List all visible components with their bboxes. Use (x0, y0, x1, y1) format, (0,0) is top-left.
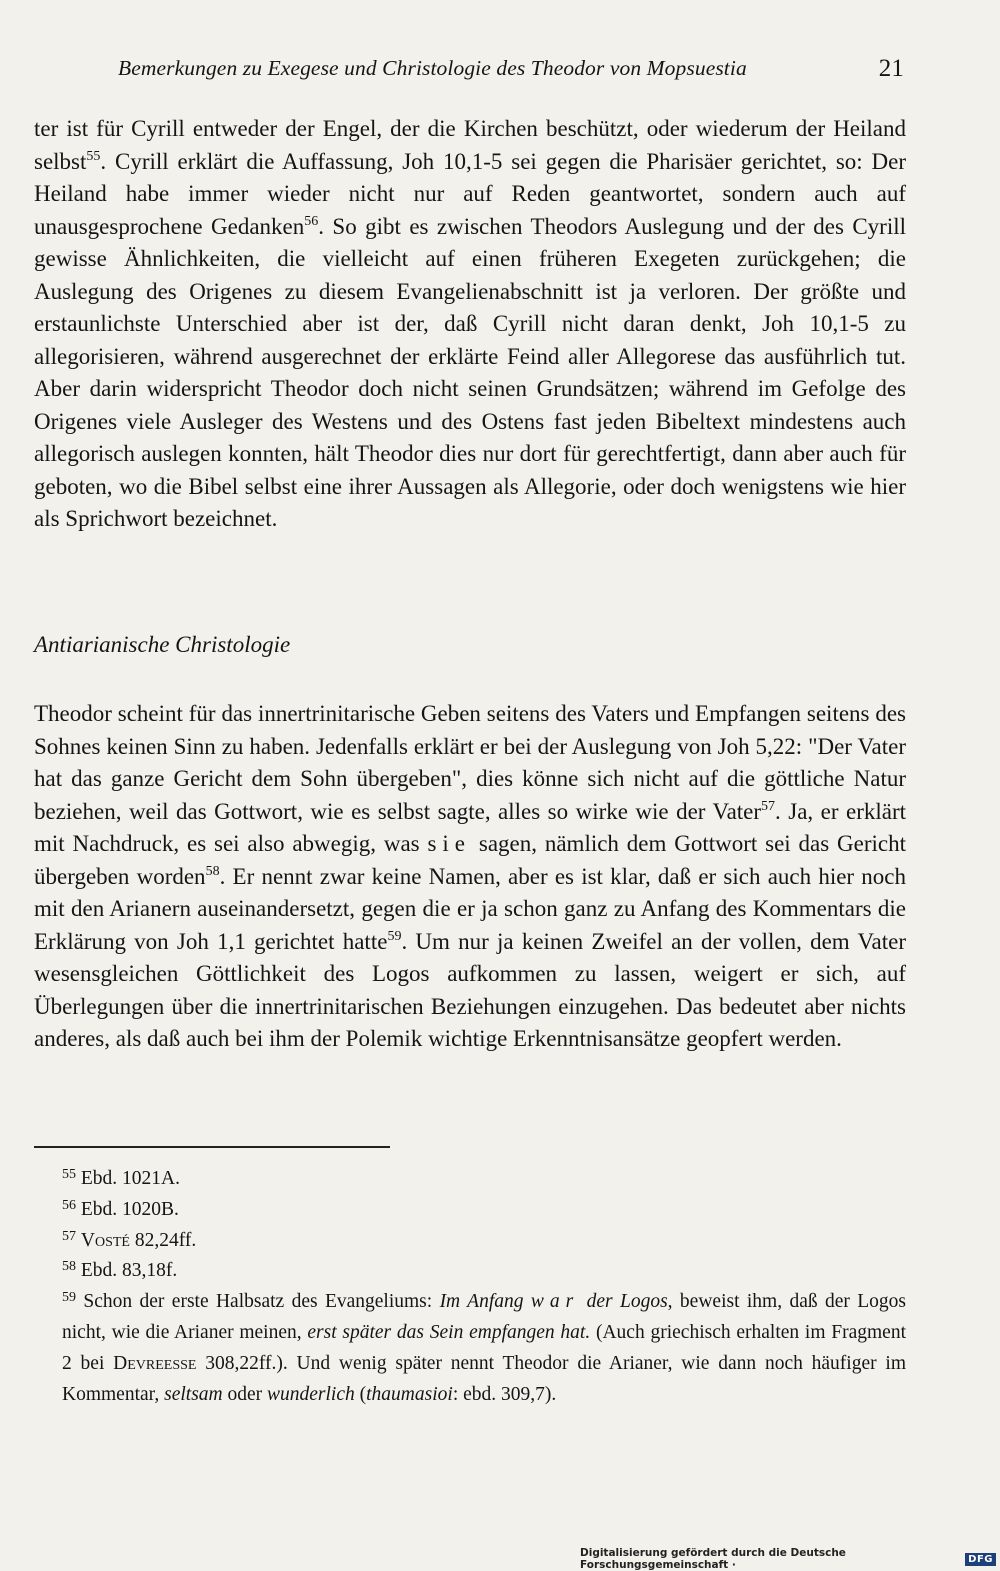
section-heading: Antiarianische Christologie (34, 632, 291, 657)
footnote-text: 82,24ff. (129, 1229, 197, 1251)
fn-seg-italic: Im Anfang (439, 1291, 531, 1313)
fn-seg: : ebd. 309,7). (452, 1383, 557, 1405)
footnote-number: 57 (62, 1228, 76, 1244)
text-segment: ter ist für Cyrill entweder der Engel, der die Kirchen beschützt, oder wiederum der Heiland selbst (34, 116, 906, 174)
footnote-divider (34, 1146, 390, 1148)
fn-seg-italic: erst später das Sein empfangen hat. (307, 1321, 591, 1343)
footnote-text: Ebd. 1021A. (80, 1168, 180, 1189)
fn-seg-italic: wunderlich (267, 1383, 355, 1405)
running-title: Bemerkungen zu Exegese und Christologie des Theodor von Mopsuestia (118, 56, 747, 80)
footnote-number: 55 (62, 1167, 76, 1182)
text-segment: . Er nennt zwar keine Namen, aber es ist klar, daß er sich auch hier noch mit den Arianern auseinandersetzt, gegen die er ja schon ganz zu Anfang des Kommentars die Erklärung von Joh 1,1 gerichtet hatte (34, 863, 906, 954)
footnote-ref-59[interactable]: 59 (387, 928, 402, 944)
running-header (118, 56, 904, 81)
text-segment: . Cyrill erklärt die Auffassung, Joh 10,1-5 sei gegen die Pharisäer gerichtet, so: Der Heiland habe immer wieder nicht nur auf Reden geantwortet, sondern auch auf unausgesprochene Gedanken (34, 148, 906, 239)
footnote-56 (34, 1195, 906, 1226)
footnote-ref-57[interactable]: 57 (761, 798, 776, 814)
emphasized-word: sie (427, 831, 472, 856)
fn-seg: ( (354, 1383, 367, 1405)
footnote-55 (34, 1164, 906, 1195)
fn-seg-italic: der Logos (579, 1291, 668, 1313)
footnote-58 (34, 1256, 906, 1287)
footnote-ref-58[interactable]: 58 (205, 863, 220, 879)
credit-text: Digitalisierung gefördert durch die Deutsche Forschungsgemeinschaft · (580, 1547, 846, 1571)
digitization-credit (580, 1548, 1000, 1570)
footnote-number: 56 (62, 1197, 76, 1213)
fn-seg: Schon der erste Halbsatz des Evangeliums: (83, 1291, 440, 1313)
footnote-59 (34, 1287, 906, 1410)
footnote-text: Ebd. 1020B. (80, 1198, 179, 1220)
footnote-number: 59 (62, 1290, 76, 1306)
text-segment: . Ja, er erklärt mit Nachdruck, es sei also abwegig, was (34, 798, 906, 856)
fn-seg: oder (222, 1383, 268, 1405)
footnotes (34, 1164, 906, 1410)
paragraph-1 (34, 113, 906, 536)
dfg-logo: DFG (965, 1553, 996, 1566)
fn-seg: (Auch griechisch erhalten im Fragment 2 bei (62, 1321, 906, 1374)
fn-seg-italic: thaumasioi (366, 1383, 453, 1405)
text-segment: . So gibt es zwischen Theodors Auslegung und der des Cyrill gewisse Ähnlichkeiten, die vielleicht auf einen früheren Exegeten zurückgehen; die Auslegung des Origenes zu diesem Evangelienabschnitt ist ja verloren. Der größte und erstaunlichste Unterschied aber ist der, daß Cyrill nicht daran denkt, Joh 10,1-5 zu allegorisieren, während ausgerechnet der erklärte Feind aller Allegorese das ausführlich tut. Aber darin widerspricht Theodor doch nicht seinen Grundsätzen; während im Gefolge des Origenes viele Ausleger des Westens und des Ostens fast jeden Bibeltext mindestens auch allegorisch auslegen konnten, hält Theodor dies nur dort für gerechtfertigt, dann aber auch für geboten, wo die Bibel selbst eine ihrer Aussagen als Allegorie, oder doch wenigstens wie hier als Sprichwort bezeichnet. (34, 213, 906, 531)
fn-seg: 308,22ff.). Und wenig später nennt Theodor die Arianer, wie dann noch häufiger im Kommentar, (62, 1352, 906, 1405)
author-name: Vosté (80, 1229, 130, 1251)
footnote-text: Ebd. 83,18f. (80, 1260, 178, 1282)
paragraph-2 (34, 698, 906, 1056)
text-segment: . Um nur ja keinen Zweifel an der vollen, dem Vater wesensgleichen Göttlichkeit des Logos aufkommen zu lassen, weigert er sich, auf Überlegungen über die innertrinitarischen Beziehungen einzugehen. Das bedeutet aber nichts anderes, als daß auch bei ihm der Polemik wichtige Erkenntnisansätze geopfert werden. (34, 928, 907, 1051)
fn-seg-spaced: war (530, 1291, 580, 1313)
footnote-ref-56[interactable]: 56 (304, 213, 319, 229)
fn-seg: , beweist ihm, daß der Logos nicht, wie die Arianer meinen, (62, 1291, 907, 1343)
text-segment: sagen, nämlich dem Gottwort sei das Gericht übergeben worden (34, 831, 907, 889)
footnote-57 (34, 1226, 906, 1257)
footnote-number: 58 (62, 1259, 76, 1275)
text-segment: Theodor scheint für das innertrinitarische Geben seitens des Vaters und Empfangen seitens des Sohnes keinen Sinn zu haben. Jedenfalls erklärt er bei der Auslegung von Joh 5,22: "Der Vater hat das ganze Gericht dem Sohn übergeben", dies könne sich nicht auf die göttliche Natur beziehen, weil das Gottwort, wie es selbst sagte, alles so wirke wie der Vater (34, 701, 906, 824)
footnote-ref-55[interactable]: 55 (86, 148, 101, 164)
author-name: Devreesse (113, 1352, 197, 1374)
fn-seg-italic: seltsam (164, 1383, 223, 1405)
page-number: 21 (878, 55, 904, 82)
